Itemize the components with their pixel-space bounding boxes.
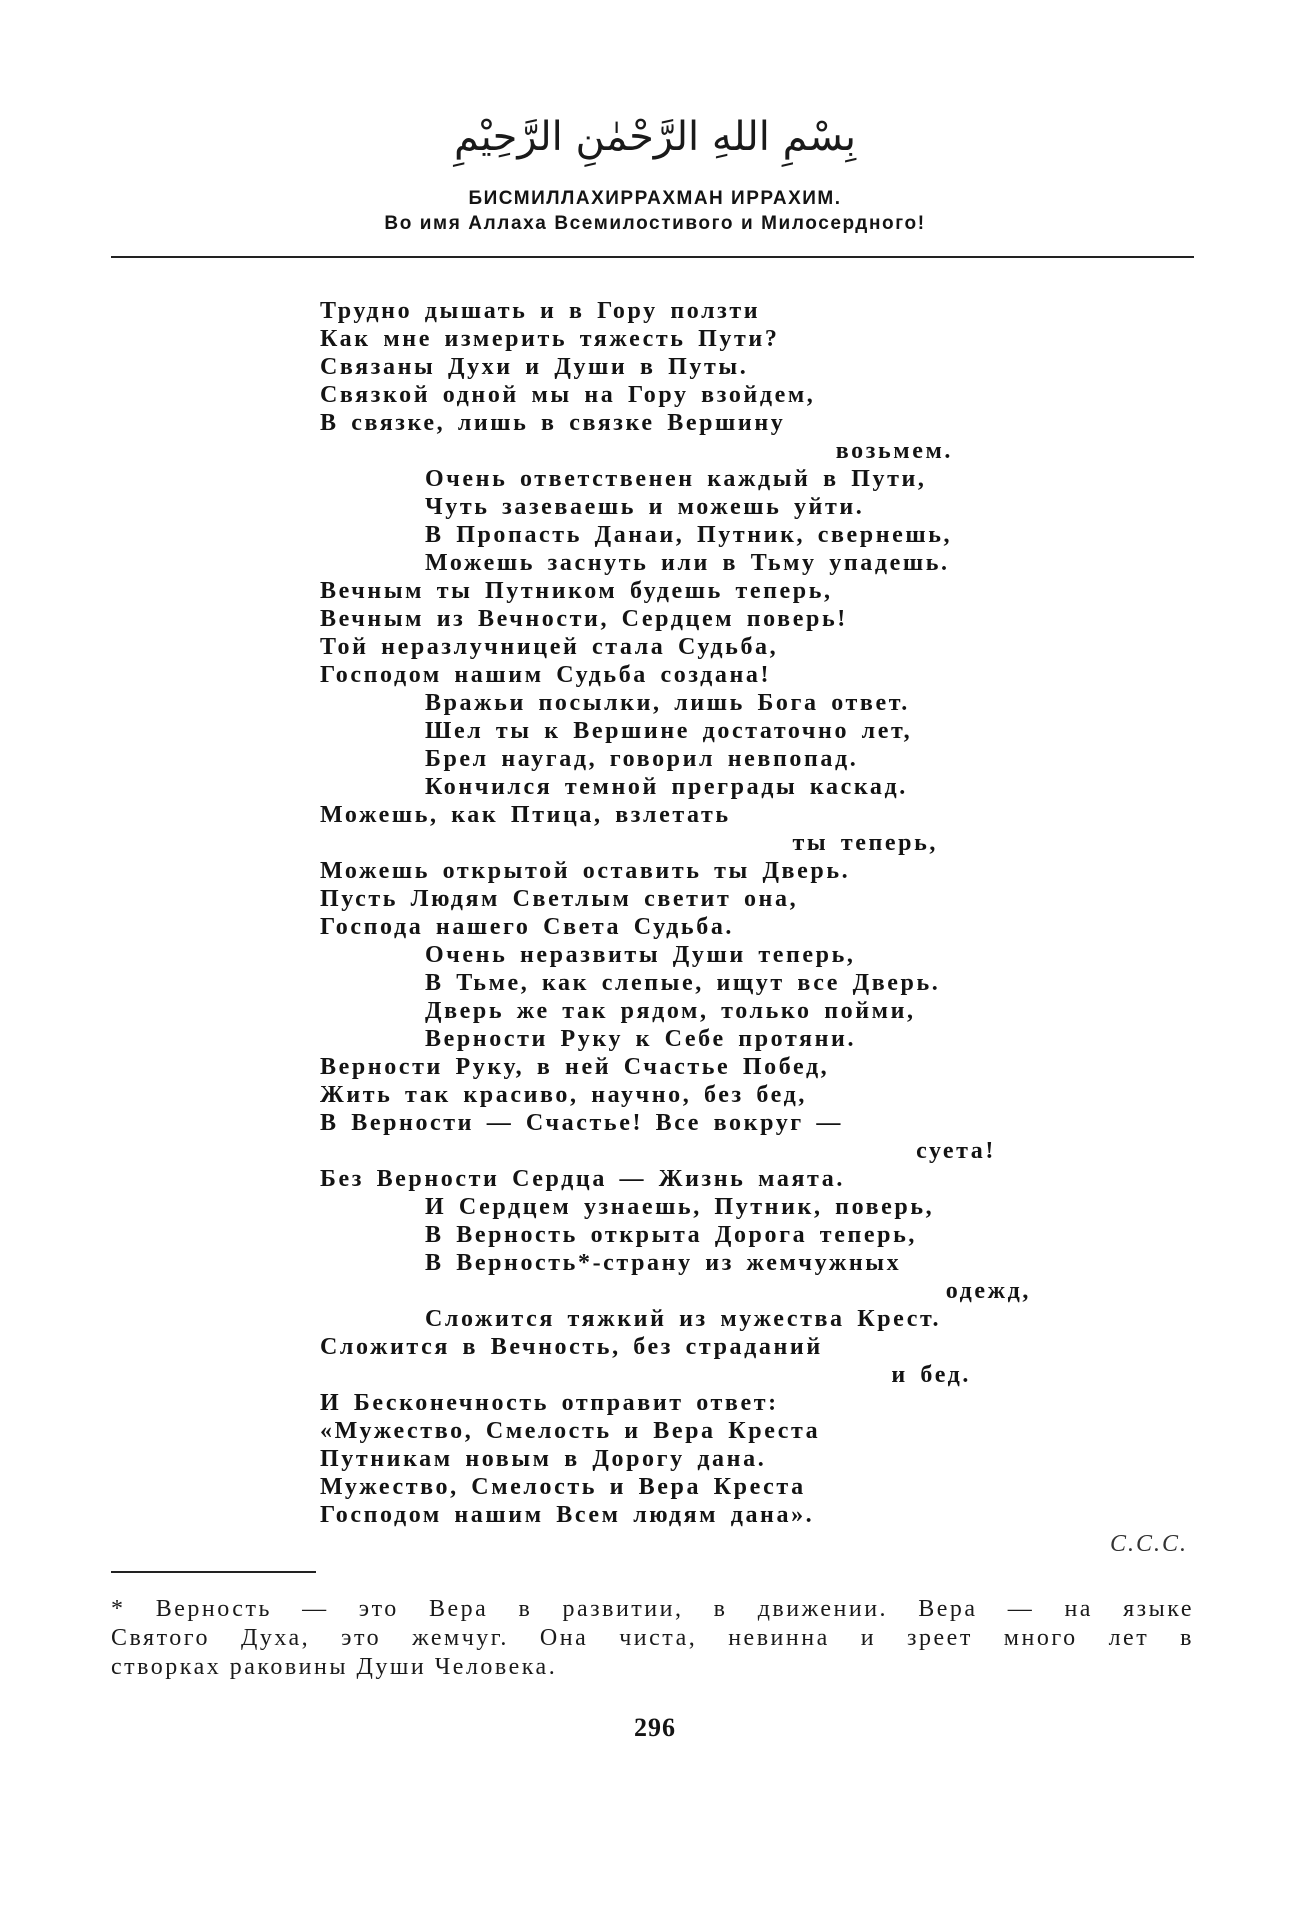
- poem-line-continuation: одежд,: [945, 1278, 1031, 1304]
- poem-line: Той неразлучницей стала Судьба,: [320, 634, 779, 660]
- poem-line: Вечным ты Путником будешь теперь,: [320, 578, 833, 604]
- poem-line: Господом нашим Судьба создана!: [320, 662, 772, 688]
- poem-line: И Бесконечность отправит ответ:: [320, 1390, 779, 1416]
- poem-line: Можешь открытой оставить ты Дверь.: [320, 858, 851, 884]
- poem-line-continuation: суета!: [916, 1138, 996, 1164]
- poem-line: Очень ответственен каждый в Пути,: [425, 466, 927, 492]
- footnote-divider: [111, 1571, 316, 1573]
- poem-line: Путникам новым в Дорогу дана.: [320, 1446, 767, 1472]
- poem-line: Дверь же так рядом, только пойми,: [425, 998, 916, 1024]
- poem-line: Господа нашего Света Судьба.: [320, 914, 735, 940]
- header-divider: [111, 256, 1194, 258]
- footnote-line: Святого Духа, это жемчуг. Она чиста, невинна и зреет много лет в: [111, 1625, 1194, 1651]
- poem-line: В Верность*-страну из жемчужных: [425, 1250, 902, 1276]
- poem-line: Как мне измерить тяжесть Пути?: [320, 326, 780, 352]
- poem-line: Вражьи посылки, лишь Бога ответ.: [425, 690, 910, 716]
- poem-line: В Пропасть Данаи, Путник, свернешь,: [425, 522, 953, 548]
- poem-line: Кончился темной преграды каскад.: [425, 774, 908, 800]
- poem-line: Пусть Людям Светлым светит она,: [320, 886, 799, 912]
- footnote-line: створках раковины Души Человека.: [111, 1654, 558, 1680]
- page-subtitle: Во имя Аллаха Всемилостивого и Милосердного!: [384, 213, 926, 234]
- poem-line: Верности Руку, в ней Счастье Побед,: [320, 1054, 830, 1080]
- poem-line: В Тьме, как слепые, ищут все Дверь.: [425, 970, 941, 996]
- poem-line: Вечным из Вечности, Сердцем поверь!: [320, 606, 848, 632]
- footnote: [111, 1595, 1194, 1682]
- poem-line: Господом нашим Всем людям дана».: [320, 1502, 815, 1528]
- poem-line: Очень неразвиты Души теперь,: [425, 942, 856, 968]
- poem-line-continuation: и бед.: [891, 1362, 971, 1388]
- poem-line: Трудно дышать и в Гору ползти: [320, 298, 761, 324]
- poem-line: Мужество, Смелость и Вера Креста: [320, 1474, 806, 1500]
- poem-line: Шел ты к Вершине достаточно лет,: [425, 718, 913, 744]
- poem-line: Жить так красиво, научно, без бед,: [320, 1082, 807, 1108]
- poem-line: Чуть зазеваешь и можешь уйти.: [425, 494, 865, 520]
- poem-line-continuation: ты теперь,: [792, 830, 938, 856]
- poem-line: Сложится в Вечность, без страданий: [320, 1334, 823, 1360]
- poem-line: В Верности — Счастье! Все вокруг —: [320, 1110, 844, 1136]
- poem-line: Верности Руку к Себе протяни.: [425, 1026, 857, 1052]
- poem-line: «Мужество, Смелость и Вера Креста: [320, 1418, 821, 1444]
- poem-line: Связкой одной мы на Гору взойдем,: [320, 382, 816, 408]
- poem-line: Без Верности Сердца — Жизнь маята.: [320, 1166, 845, 1192]
- poem-line: Сложится тяжкий из мужества Крест.: [425, 1306, 942, 1332]
- footnote-line: * Верность — это Вера в развитии, в движении. Вера — на языке: [111, 1596, 1194, 1622]
- poem: [0, 297, 1310, 1529]
- poem-line: Связаны Духи и Души в Путы.: [320, 354, 749, 380]
- poem-line: В связке, лишь в связке Вершину: [320, 410, 786, 436]
- poem-line: И Сердцем узнаешь, Путник, поверь,: [425, 1194, 935, 1220]
- poem-line: В Верность открыта Дорога теперь,: [425, 1222, 917, 1248]
- basmala-calligraphy: بِسْمِ اللهِ الرَّحْمٰنِ الرَّحِيْمِ: [453, 114, 857, 160]
- poem-line: Можешь, как Птица, взлетать: [320, 802, 731, 828]
- poem-line: Можешь заснуть или в Тьму упадешь.: [425, 550, 950, 576]
- poem-line: Брел наугад, говорил невпопад.: [425, 746, 859, 772]
- page-number: 296: [634, 1713, 676, 1742]
- page-title: БИСМИЛЛАХИРРАХМАН ИРРАХИМ.: [468, 188, 842, 209]
- poem-line-continuation: возьмем.: [835, 438, 953, 464]
- author-signature: С.С.С.: [1109, 1531, 1188, 1557]
